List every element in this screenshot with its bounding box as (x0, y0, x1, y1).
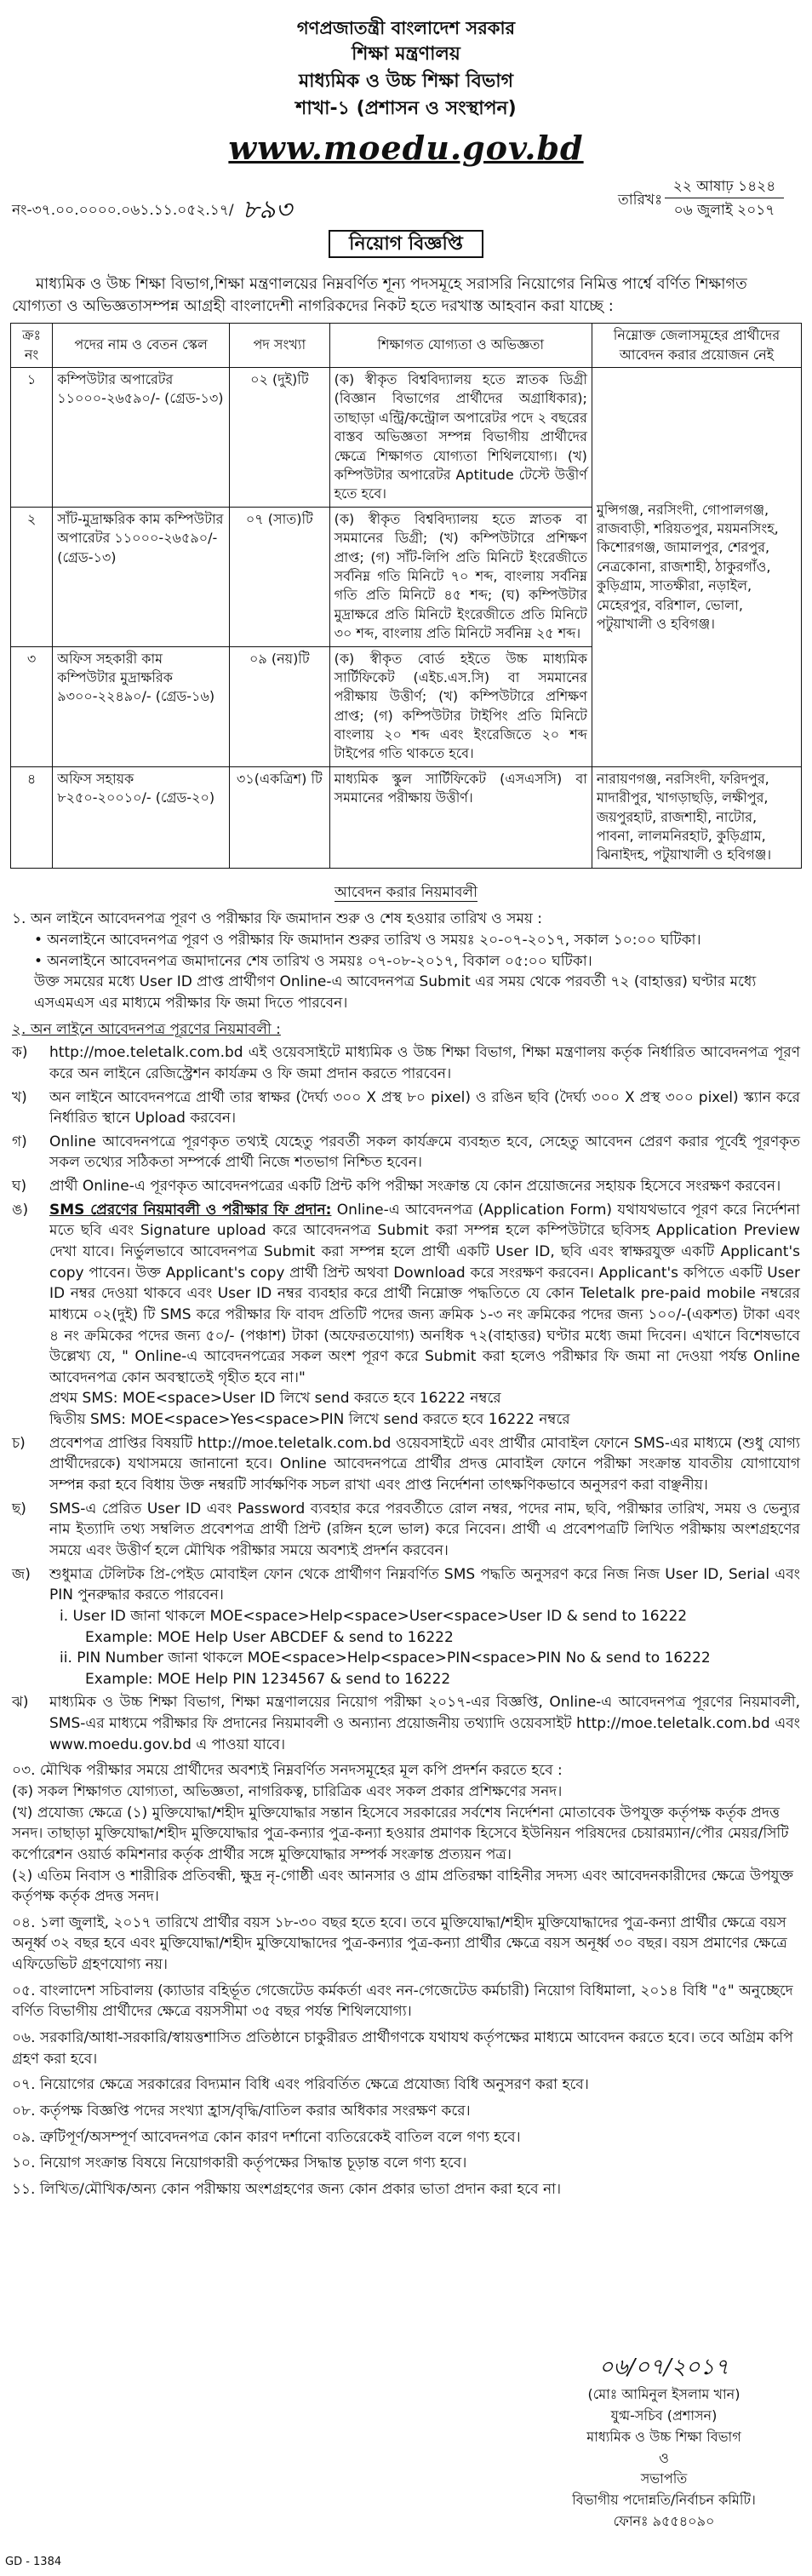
row-sl: ২ (11, 507, 53, 646)
list-item (12, 1176, 800, 1197)
recover-user-id-example: Example: MOE Help User ABCDEF & send to 16222 (85, 1628, 454, 1646)
col-header-count: পদ সংখ্যা (230, 324, 330, 368)
notice-title (0, 231, 812, 258)
row-post: অফিস সহকারী কাম কম্পিউটার মুদ্রাক্ষরিক ৯৩০০-২২৪৯০/- (গ্রেড-১৬) (53, 646, 230, 766)
signatory-office: মাধ্যমিক ও উচ্চ শিক্ষা বিভাগ (586, 2428, 741, 2445)
memo-number-text: নং-৩৭.০০.০০০০.০৬১.১১.০৫২.১৭/ (12, 202, 234, 220)
sms-rules-heading: SMS প্রেরণের নিয়মাবলী ও পরীক্ষার ফি প্রদান: (49, 1201, 332, 1219)
recover-pin: ii. PIN Number জানা থাকলে MOE<space>Help<space>PIN<space>PIN No & send to 16222 (60, 1649, 711, 1667)
date-english: ০৬ জুলাই ২০১৭ (673, 202, 775, 220)
rule-1-note: উক্ত সময়ের মধ্যে User ID প্রাপ্ত প্রার্থীগণ Online-এ আবেদনপত্র Submit এর সময় থেকে পরবর্তী ৭২ (বাহাত্তর) ঘণ্টার মধ্যে এসএমএস এর মাধ্যমে পরীক্ষার ফি জমা দিতে পারবেন। (34, 973, 757, 1012)
row-districts: নারায়ণগঞ্জ, নরসিংদী, ফরিদপুর, মাদারীপুর, খাগড়াছড়ি, লক্ষীপুর, জয়পুরহাট, রাজশাহী, নাটোর, পাবনা, লালমনিরহাট, কুড়িগ্রাম, ঝিনাইদহ, পটুয়াখালী ও হবিগঞ্জ। (592, 766, 801, 868)
rule-10: ১০. নিয়োগ সংক্রান্ত বিষয়ে নিয়োগকারী কর্তৃপক্ষের সিদ্ধান্ত চূড়ান্ত বলে গণ্য হবে। (12, 2154, 467, 2172)
signatory-name: (মোঃ আমিনুল ইসলাম খান) (587, 2386, 741, 2403)
row-districts: মুন্সিগঞ্জ, নরসিংদী, গোপালগঞ্জ, রাজবাড়ী, শরিয়তপুর, ময়মনসিংহ, কিশোরগঞ্জ, জামালপুর, শেরপুর, নেত্রকোনা, রাজশাহী, ঠাকুরগাঁও, কুড়িগ্রাম, সাতক্ষীরা, নড়াইল, মেহেরপুর, বরিশাল, ভোলা, পটুয়াখালী ও হবিগঞ্জ। (592, 368, 801, 767)
item-text: শুধুমাত্র টেলিটক প্রি-পেইড মোবাইল ফোন থেকে প্রার্থীগণ নিম্নবর্ণিত SMS পদ্ধতি অনুসরণ করে নিজ নিজ User ID, Serial এবং PIN পুনরুদ্ধার করতে পারবেন। (49, 1565, 800, 1604)
col-header-qualification: শিক্ষাগত যোগ্যতা ও অভিজ্ঞতা (329, 324, 592, 368)
rule-1-end: • অনলাইনে আবেদনপত্র জমাদানের শেষ তারিখ ও সময়ঃ ০৭-০৮-২০১৭, বিকাল ০৫:০০ ঘটিকা। (34, 952, 592, 970)
date-bangla: ২২ আষাঢ় ১৪২৪ (665, 176, 784, 198)
list-item (12, 1564, 800, 1606)
rule-3-heading: ০৩. মৌখিক পরীক্ষার সময়ে প্রার্থীদের অবশ্যই নিম্নবর্ণিত সনদসমূহের মূল কপি প্রদর্শন করতে হবে : (12, 1762, 563, 1780)
row-sl: ৪ (11, 766, 53, 868)
row-count: ০৯ (নয়)টি (230, 646, 330, 766)
col-header-sl: ক্রঃ নং (11, 324, 53, 368)
posts-table (10, 323, 802, 869)
rule-2-heading-text: ২. অন লাইনে আবেদনপত্র পূরণের নিয়মাবলী : (12, 1020, 281, 1038)
intro-paragraph: মাধ্যমিক ও উচ্চ শিক্ষা বিভাগ,শিক্ষা মন্ত্রণালয়ের নিম্নবর্ণিত শূন্য পদসমূহে সরাসরি নিয়োগের নিমিত্ত পার্শ্বে বর্ণিত শিক্ষাগত যোগ্যতা ও অভিজ্ঞতাসম্পন্ন আগ্রহী বাংলাদেশী নাগরিকদের নিকট হতে দরখাস্ত আহবান করা যাচ্ছে : (12, 275, 747, 316)
sms-first: প্রথম SMS: MOE<space>User ID লিখে send করতে হবে 16222 নম্বরে (49, 1390, 501, 1408)
rule-3-b: (খ) প্রযোজ্য ক্ষেত্রে (১) মুক্তিযোদ্ধা/শহীদ মুক্তিযোদ্ধার সন্তান হিসেবে সরকারের সর্বশেষ নির্দেশনা মোতাবেক উপযুক্ত কর্তৃপক্ষ কর্তৃক প্রদত্ত সনদ। তাছাড়া মুক্তিযোদ্ধা/শহীদ মুক্তিযোদ্ধার পুত্র-কন্যার পুত্র-কন্যা হওয়ার প্রমাণক হিসেবে ইউনিয়ন পরিষদের চেয়ারম্যান/পৌর মেয়র/সিটি কর্পোরেশন ওয়ার্ড কমিশনার কর্তৃক প্রার্থীর সঙ্গে মুক্তিযোদ্ধার সম্পর্ক সংক্রান্ত প্রত্যয়ন পত্র। (12, 1804, 789, 1863)
item-marker: ঝ) (12, 1694, 29, 1712)
reference-row (0, 175, 812, 227)
recover-user-id: i. User ID জানা থাকলে MOE<space>Help<space>User<space>User ID & send to 16222 (60, 1607, 688, 1625)
rule-2-heading (12, 1019, 800, 1041)
signatory-role: সভাপতি (640, 2470, 688, 2487)
memo-hand-number: ৮৯৩ (242, 195, 293, 226)
sms-rules-body: Online-এ আবেদনপত্র (Application Form) যথাযথভাবে পূরণ করে নির্দেশনা মতে ছবি এবং Signature upload করে আবেদনপত্র Submit করা সম্পন্ন হলে কম্পিউটারে ছবিসহ Application Preview দেখা যাবে। নির্ভুলভাবে আবেদনপত্র Submit করা সম্পন্ন হলে প্রার্থী একটি User ID, ছবি এবং স্বাক্ষরযুক্ত একটি Applicant's copy পাবেন। উক্ত Applicant's copy প্রার্থী প্রিন্ট অথবা Download করে সংরক্ষণ করবেন। Applicant's কপিতে একটি User ID নম্বর দেওয়া থাকবে এবং User ID নম্বর ব্যবহার করে প্রার্থী নিম্নোক্ত পদ্ধতিতে যে কোন Teletalk pre-paid mobile নম্বরের মাধ্যমে ০২(দুই) টি SMS করে পরীক্ষার ফি বাবদ প্রতিটি পদের জন্য ক্রমিক ১-৩ নং ক্রমিকের পদের জন্য ১০০/-(একশত) টাকা এবং ৪ নং ক্রমিকের পদের জন্য ৫০/- (পঞ্চাশ) টাকা (অফেরতযোগ্য) অনধিক ৭২(বাহাত্তর) ঘণ্টার মধ্যে জমা দিবেন। এখানে বিশেষভাবে উল্লেখ্য যে, " Online-এ আবেদনপত্রের সকল অংশ পূরণ করে Submit করা হলেও পরীক্ষার ফি জমা না দেওয়া পর্যন্ত Online আবেদনপত্র কোন অবস্থাতেই গৃহীত হবে না।" (49, 1201, 800, 1386)
recover-pin-example: Example: MOE Help PIN 1234567 & send to 16222 (85, 1670, 451, 1688)
item-marker: গ) (12, 1133, 27, 1150)
rule-1-heading: ১. অন লাইনে আবেদনপত্র পূরণ ও পরীক্ষার ফি জমাদান শুরু ও শেষ হওয়ার তারিখ ও সময় : (12, 910, 543, 928)
item-marker: ছ) (12, 1500, 26, 1517)
item-marker: ঙ) (12, 1201, 29, 1219)
list-item (12, 1433, 800, 1496)
rule-11: ১১. লিখিত/মৌখিক/অন্য কোন পরীক্ষায় অংশগ্রহণের জন্য কোন প্রকার ভাতা প্রদান করা হবে না। (12, 2180, 562, 2198)
sms-rules-item (12, 1200, 800, 1389)
signatory-and: ও (659, 2449, 669, 2466)
rule-8: ০৮. কর্তৃপক্ষ বিজ্ঞপ্তি পদের সংখ্যা হ্রাস/বৃদ্ধি/বাতিল করার অধিকার সংরক্ষণ করে। (12, 2102, 471, 2120)
signature-block (528, 2350, 800, 2533)
item-text: মাধ্যমিক ও উচ্চ শিক্ষা বিভাগ, শিক্ষা মন্ত্রণালয়ের নিয়োগ পরীক্ষা ২০১৭-এর বিজ্ঞপ্তি, Online-এ আবেদনপত্র পূরণের নিয়মাবলী, SMS-এর মাধ্যমে পরীক্ষার ফি প্রদানের নিয়মাবলী ও অন্যান্য প্রয়োজনীয় তথ্যাদি ওয়েবসাইট http://moe.teletalk.com.bd এবং www.moedu.gov.bd এ পাওয়া যাবে। (49, 1694, 800, 1753)
table-header-row (11, 324, 802, 368)
row-sl: ১ (11, 368, 53, 508)
rules-title-text: আবেদন করার নিয়মাবলী (335, 883, 477, 901)
row-sl: ৩ (11, 646, 53, 766)
rule-1 (12, 909, 800, 1013)
letterhead (0, 0, 812, 171)
website-link[interactable]: www.moedu.gov.bd (228, 129, 584, 168)
col-header-post: পদের নাম ও বেতন স্কেল (53, 324, 230, 368)
signatory-designation: যুগ্ম-সচিব (প্রশাসন) (610, 2407, 718, 2424)
rule-4: ০৪. ১লা জুলাই, ২০১৭ তারিখে প্রার্থীর বয়স ১৮-৩০ বছর হতে হবে। তবে মুক্তিযোদ্ধা/শহীদ মুক্তিযোদ্ধাদের পুত্র-কন্যা প্রার্থীর ক্ষেত্রে বয়স অনূর্ধ্ব ৩২ বছর হবে এবং মুক্তিযোদ্ধা/শহীদ মুক্তিযোদ্ধাদের পুত্র-কন্যার পুত্র-কন্যা প্রার্থীর ক্ষেত্রে বয়স অনূর্ধ্ব ৩০ বছর। বয়স প্রমাণের ক্ষেত্রে এফিডেভিট গ্রহণযোগ্য নয়। (12, 1913, 787, 1974)
list-item (12, 1132, 800, 1173)
list-item (12, 1692, 800, 1755)
item-marker: খ) (12, 1088, 27, 1106)
sms-rules-text (49, 1200, 800, 1389)
rule-1-start: • অনলাইনে আবেদনপত্র পূরণ ও পরীক্ষার ফি জমাদান শুরুর তারিখ ও সময়ঃ ২০-০৭-২০১৭, সকাল ১০:০০ ঘটিকা। (34, 932, 701, 950)
rule-3-c: (২) এতিম নিবাস ও শারীরিক প্রতিবন্ধী, ক্ষুদ্র নৃ-গোষ্ঠী এবং আনসার ও গ্রাম প্রতিরক্ষা বাহিনীর সদস্য এবং আবেদনকারীদের ক্ষেত্রে উপযুক্ত কর্তৃপক্ষ কর্তৃক প্রদত্ত সনদ। (12, 1867, 793, 1906)
list-item (12, 1042, 800, 1084)
item-text: Online আবেদনপত্রে পূরণকৃত তথ্যই যেহেতু পরবর্তী সকল কার্যক্রমে ব্যবহৃত হবে, সেহেতু আবেদন প্রেরণ করার পূর্বেই পূরণকৃত সকল তথ্যের সঠিকতা সম্পর্কে প্রার্থী নিজে শতভাগ নিশ্চিত হবেন। (49, 1133, 800, 1172)
item-marker: চ) (12, 1434, 26, 1452)
notice-title-text: নিয়োগ বিজ্ঞপ্তি (329, 230, 483, 258)
signatory-phone: ফোনঃ ৯৫৫৪০৯০ (613, 2513, 715, 2530)
table-row (11, 368, 802, 508)
rule-5: ০৫. বাংলাদেশ সচিবালয় (ক্যাডার বহির্ভূত গেজেটেড কর্মকর্তা এবং নন-গেজেটেড কর্মচারী) নিয়োগ বিধিমালা, ২০১৪ বিধি "৫" অনুচ্ছেদে বর্ণিত বিভাগীয় প্রার্থীদের ক্ষেত্রে বয়সসীমা ৩৫ বছর পর্যন্ত শিথিলযোগ্য। (12, 1982, 793, 2021)
row-post: সাঁট-মুদ্রাক্ষরিক কাম কম্পিউটার অপারেটর ১১০০০-২৬৫৯০/- (গ্রেড-১৩) (53, 507, 230, 646)
row-qualification: (ক) স্বীকৃত বোর্ড হইতে উচ্চ মাধ্যমিক সার্টিফিকেট (এইচ.এস.সি) বা সমমানের পরীক্ষায় উত্তীর্ণ; (খ) কম্পিউটারে প্রশিক্ষণ প্রাপ্ত; (গ) কম্পিউটার টাইপিং প্রতি মিনিটে বাংলায় ২০ শব্দ এবং ইংরেজিতে ২০ শব্দ টাইপের গতি থাকতে হবে। (329, 646, 592, 766)
gov-title: গণপ্রজাতন্ত্রী বাংলাদেশ সরকার (296, 18, 516, 38)
sms-second: দ্বিতীয় SMS: MOE<space>Yes<space>PIN লিখে send করতে হবে 16222 নম্বরে (49, 1411, 570, 1429)
footer-code: GD - 1384 (5, 2556, 62, 2568)
item-text: http://moe.teletalk.com.bd এই ওয়েবসাইটে মাধ্যমিক ও উচ্চ শিক্ষা বিভাগ, শিক্ষা মন্ত্রণালয় কর্তৃক নির্ধারিত আবেদনপত্র পূরণ করে অন লাইনে রেজিস্ট্রেশন কার্যক্রম ও ফি জমা প্রদান করতে পারবেন। (49, 1044, 800, 1082)
item-text: অন লাইনে আবেদনপত্রে প্রার্থী তার স্বাক্ষর (দৈর্ঘ্য ৩০০ X প্রস্থ ৮০ pixel) ও রঙিন ছবি (দৈর্ঘ্য ৩০০ X প্রস্থ ৩০০ pixel) স্ক্যান করে নির্ধারিত স্থানে Upload করবেন। (49, 1088, 800, 1127)
rule-6: ০৬. সরকারি/আধা-সরকারি/স্বায়ত্তশাসিত প্রতিষ্ঠানে চাকুরীরত প্রার্থীগণকে যথাযথ কর্তৃপক্ষের মাধ্যমে আবেদন করতে হবে। তবে অগ্রিম কপি গ্রহণ করা হবে। (12, 2029, 793, 2068)
row-count: ০৭ (সাত)টি (230, 507, 330, 646)
row-qualification: (ক) স্বীকৃত বিশ্ববিদ্যালয় হতে স্নাতক ডিগ্রী (বিজ্ঞান বিভাগের প্রার্থীদের অগ্রাধিকার); তাছাড়া এন্ট্রি/কন্ট্রোল অপারেটর পদে ২ বছরের বাস্তব অভিজ্ঞতা সম্পন্ন বিভাগীয় প্রার্থীদের ক্ষেত্রে শিক্ষাগত যোগ্যতা শিথিলযোগ্য। (খ) কম্পিউটার অপারেটর Aptitude টেস্টে উত্তীর্ণ হতে হবে। (329, 368, 592, 508)
table-row (11, 766, 802, 868)
ministry-title: শিক্ষা মন্ত্রণালয় (352, 43, 460, 66)
rule-7: ০৭. নিয়োগের ক্ষেত্রে সরকারের বিদ্যমান বিধি এবং পরিবর্তিত ক্ষেত্রে প্রযোজ্য বিধি অনুসরণ করা হবে। (12, 2076, 589, 2094)
branch-title: শাখা-১ (প্রশাসন ও সংস্থাপন) (295, 98, 517, 120)
row-qualification: মাধ্যমিক স্কুল সার্টিফিকেট (এসএসসি) বা সমমানের পরীক্ষায় উত্তীর্ণ। (329, 766, 592, 868)
division-title: মাধ্যমিক ও উচ্চ শিক্ষা বিভাগ (298, 71, 514, 93)
list-item (12, 1499, 800, 1562)
item-marker: জ) (12, 1565, 31, 1583)
row-count: ০২ (দুই)টি (230, 368, 330, 508)
row-post: অফিস সহায়ক ৮২৫০-২০০১০/- (গ্রেড-২০) (53, 766, 230, 868)
item-text: প্রবেশপত্র প্রাপ্তির বিষয়টি http://moe.teletalk.com.bd ওয়েবসাইটে এবং প্রার্থীর মোবাইল ফোনে SMS-এর মাধ্যমে (শুধু যোগ্য প্রার্থীদেরকে) যথাসময়ে জানানো হবে। Online আবেদনপত্রে প্রার্থীর প্রদত্ত মোবাইল ফোনে পরীক্ষা সংক্রান্ত যাবতীয় যোগাযোগ সম্পন্ন করা হবে বিধায় উক্ত নম্বরটি সার্বক্ষণিক সচল রাখা এবং প্রাপ্ত নির্দেশনা তাৎক্ষণিকভাবে অনুসরণ করা বাঞ্ছনীয়। (49, 1434, 800, 1495)
memo-number (12, 192, 292, 229)
item-marker: ক) (12, 1044, 28, 1062)
item-marker: ঘ) (12, 1178, 27, 1196)
rule-3-a: (ক) সকল শিক্ষাগত যোগ্যতা, অভিজ্ঞতা, নাগরিকত্ব, চারিত্রিক এবং সকল প্রকার প্রশিক্ষণের সনদ। (12, 1783, 563, 1800)
item-text: SMS-এ প্রেরিত User ID এবং Password ব্যবহার করে পরবর্তীতে রোল নম্বর, পদের নাম, ছবি, পরীক্ষার তারিখ, সময় ও ভেন্যুর নাম ইত্যাদি তথ্য সম্বলিত প্রবেশপত্র প্রার্থী প্রিন্ট (রঙ্গিন হলে ভাল) করে নিবেন। প্রার্থী এ প্রবেশপত্রটি লিখিত পরীক্ষায় অংশগ্রহণের সময়ে এবং উত্তীর্ণ হলে মৌখিক পরীক্ষার সময়ে অবশ্যই প্রদর্শন করবেন। (49, 1500, 800, 1559)
row-post: কম্পিউটার অপারেটর ১১০০০-২৬৫৯০/- (গ্রেড-১৩) (53, 368, 230, 508)
row-count: ৩১(একত্রিশ) টি (230, 766, 330, 868)
row-qualification: (ক) স্বীকৃত বিশ্ববিদ্যালয় হতে স্নাতক বা সমমানের ডিগ্রী; (খ) কম্পিউটারে প্রশিক্ষণ প্রাপ্ত; (গ) সাঁট-লিপি প্রতি মিনিটে ইংরেজীতে সর্বনিম্ন গতি মিনিটে ৭০ শব্দ, বাংলায় সর্বনিম্ন গতি প্রতি মিনিটে ৪৫ শব্দ; (ঘ) কম্পিউটার মুদ্রাক্ষরে প্রতি মিনিটে ইংরেজীতে প্রতি মিনিটে ৩০ শব্দ, বাংলায় প্রতি মিনিটে সর্বনিম্ন ২৫ শব্দ। (329, 507, 592, 646)
item-text: প্রার্থী Online-এ পূরণকৃত আবেদনপত্রের একটি প্রিন্ট কপি পরীক্ষা সংক্রান্ত যে কোন প্রয়োজনের সহায়ক হিসেবে সংরক্ষণ করবেন। (49, 1178, 781, 1196)
col-header-districts: নিম্নোক্ত জেলাসমূহের প্রার্থীদের আবেদন করার প্রয়োজন নেই (592, 324, 801, 368)
date-label: তারিখঃ (618, 192, 663, 209)
signature-scribble: ০৬/০৭/২০১৭ (598, 2355, 729, 2380)
list-item (12, 1087, 800, 1129)
signatory-committee: বিভাগীয় পদোন্নতি/নির্বাচন কমিটি। (572, 2492, 756, 2509)
rules-title (0, 881, 812, 904)
rule-3 (12, 1760, 800, 1907)
rule-9: ০৯. ত্রুটিপূর্ণ/অসম্পূর্ণ আবেদনপত্র কোন কারণ দর্শানো ব্যতিরেকেই বাতিল বলে গণ্য হবে। (12, 2128, 521, 2146)
